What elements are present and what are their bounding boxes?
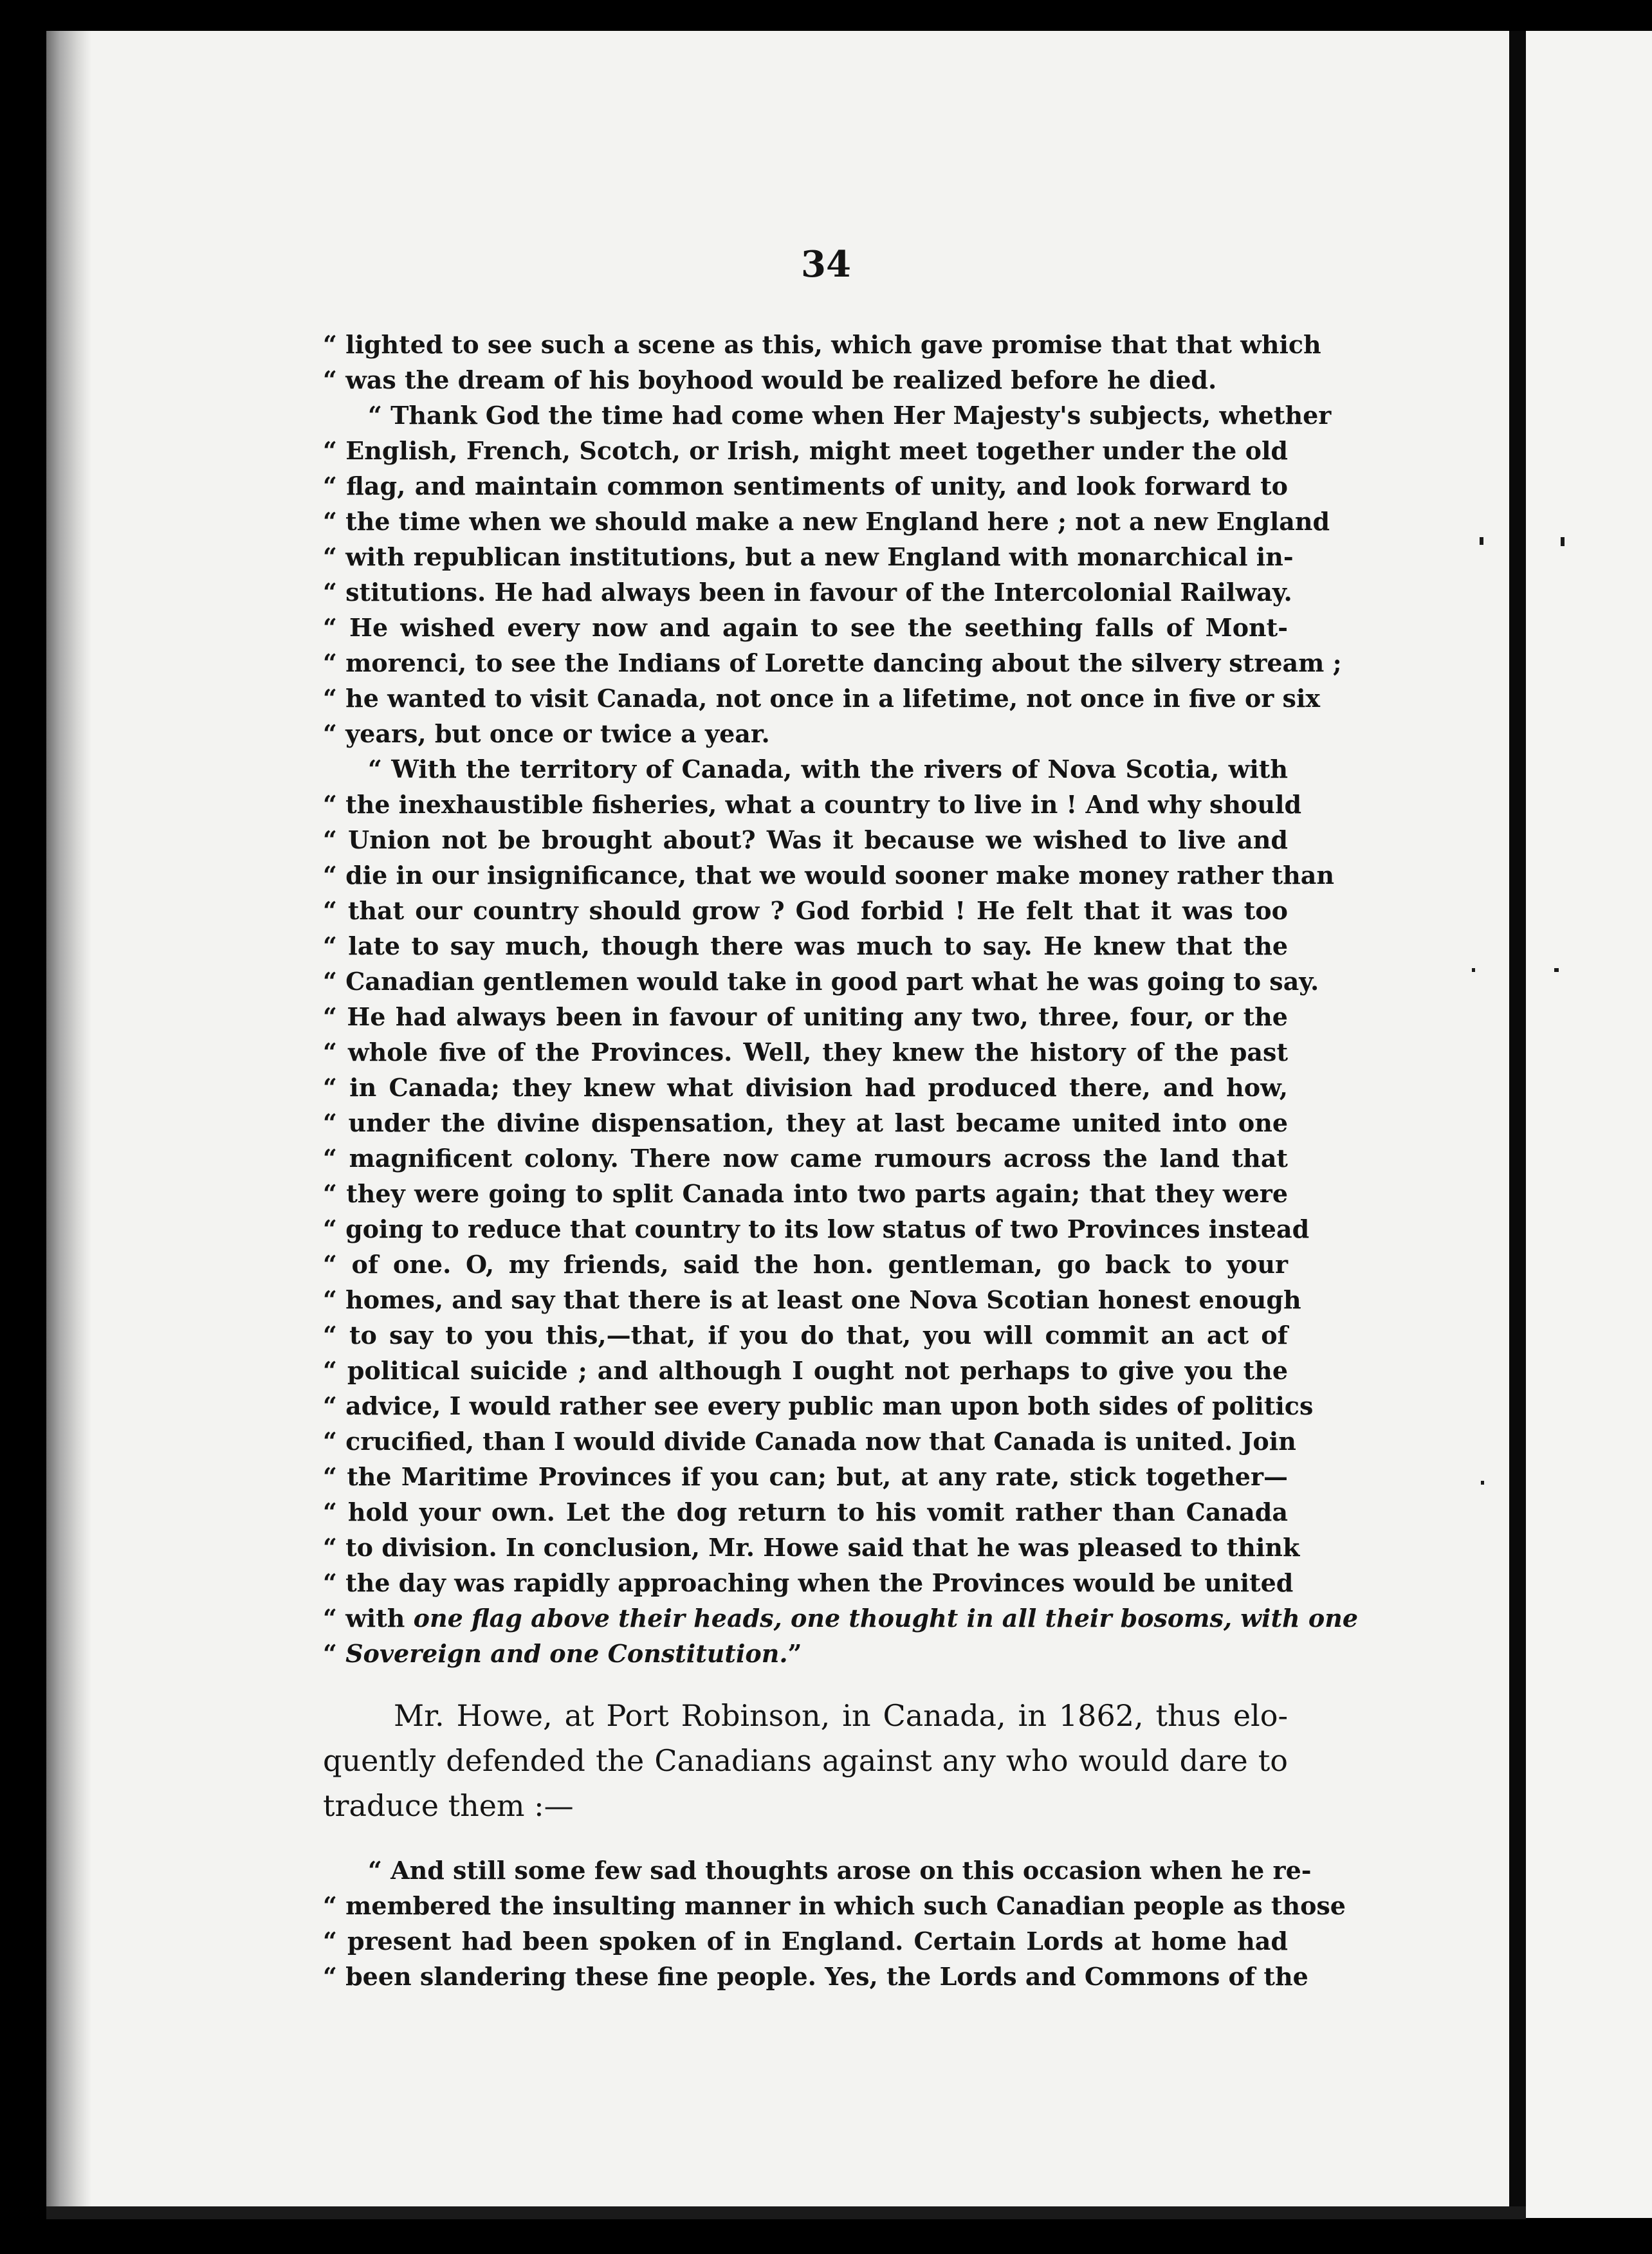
text-line: quently defended the Canadians against any who would dare to [323, 1743, 1288, 1778]
text-line: “ late to say much, though there was much to say. He knew that the [323, 931, 1288, 960]
text-line: “ membered the insulting manner in which such Canadian people as those [323, 1891, 1346, 1920]
text-line: “ with republican institutions, but a new England with monarchical in- [323, 542, 1294, 571]
text-line: “ whole five of the Provinces. Well, they knew the history of the past [323, 1038, 1288, 1067]
binding-shadow [46, 31, 91, 2218]
facing-page-edge [1526, 31, 1652, 2218]
text-line: “ Union not be brought about? Was it because we wished to live and [323, 825, 1288, 854]
text-line: “ He wished every now and again to see the seething falls of Mont- [323, 613, 1288, 642]
text-line: “ political suicide ; and although I ought not perhaps to give you the [323, 1356, 1288, 1385]
text-line: “ crucified, than I would divide Canada now that Canada is united. Join [323, 1427, 1296, 1456]
text-line: “ to say to you this,—that, if you do that, you will commit an act of [323, 1321, 1288, 1350]
page-number: 34 [801, 243, 851, 286]
quote-paragraph-2 [323, 398, 1342, 751]
quote-paragraph-3 [323, 751, 1358, 1671]
page-bottom-shadow [46, 2206, 1526, 2219]
text-line: “ English, French, Scotch, or Irish, might meet together under the old [323, 436, 1288, 465]
text-line: “ homes, and say that there is at least one Nova Scotian honest enough [323, 1285, 1301, 1314]
quote-paragraph-1 [323, 327, 1321, 398]
text-line: “ hold your own. Let the dog return to his vomit rather than Canada [323, 1498, 1288, 1526]
scan-speck [1480, 537, 1483, 545]
scan-speck [1472, 968, 1475, 972]
text-line: “ present had been spoken of in England. Certain Lords at home had [323, 1927, 1288, 1956]
narrative-paragraph [323, 1693, 1288, 1828]
text-line: “ the time when we should make a new England here ; not a new England [323, 507, 1330, 536]
page-text [323, 327, 1358, 1994]
line-lead: “ [323, 1639, 346, 1668]
text-line: “ the Maritime Provinces if you can; but, at any rate, stick together— [323, 1462, 1288, 1491]
text-line [323, 1636, 1288, 1671]
text-line: traduce them :— [323, 1788, 574, 1823]
text-line: “ was the dream of his boyhood would be realized before he died. [323, 365, 1217, 394]
text-line: Mr. Howe, at Port Robinson, in Canada, in 1862, thus elo- [394, 1698, 1288, 1733]
text-line: “ With the territory of Canada, with the rivers of Nova Scotia, with [368, 755, 1288, 783]
line-lead: “ with [323, 1604, 414, 1633]
scan-speck [1561, 537, 1565, 546]
italic-text: Sovereign and one Constitution. [345, 1639, 788, 1668]
scan-speck [1481, 1481, 1484, 1485]
text-line [323, 1600, 1358, 1636]
text-line: “ advice, I would rather see every public man upon both sides of politics [323, 1391, 1314, 1420]
text-line: “ under the divine dispensation, they at last became united into one [323, 1108, 1288, 1137]
closing-quote: ” [787, 1639, 802, 1668]
text-line: “ flag, and maintain common sentiments of unity, and look forward to [323, 472, 1288, 500]
text-line: “ Thank God the time had come when Her Majesty's subjects, whether [368, 401, 1332, 430]
text-line: “ the inexhaustible fisheries, what a country to live in ! And why should [323, 790, 1302, 819]
scan-speck [1554, 968, 1559, 972]
text-line: “ die in our insignificance, that we would sooner make money rather than [323, 861, 1335, 890]
quote-paragraph-4 [323, 1853, 1346, 1994]
text-line: “ morenci, to see the Indians of Lorette dancing about the silvery stream ; [323, 648, 1342, 677]
text-line: “ years, but once or twice a year. [323, 719, 770, 748]
text-line: “ stitutions. He had always been in favour of the Intercolonial Railway. [323, 578, 1292, 607]
text-line: “ the day was rapidly approaching when the Provinces would be united [323, 1568, 1294, 1597]
text-line: “ been slandering these fine people. Yes, the Lords and Commons of the [323, 1962, 1308, 1991]
text-line: “ magnificent colony. There now came rumours across the land that [323, 1144, 1288, 1173]
text-line: “ Canadian gentlemen would take in good part what he was going to say. [323, 967, 1319, 996]
text-line: “ of one. O, my friends, said the hon. gentleman, go back to your [323, 1250, 1288, 1279]
text-line: “ they were going to split Canada into two parts again; that they were [323, 1179, 1288, 1208]
text-line: “ to division. In conclusion, Mr. Howe said that he was pleased to think [323, 1533, 1300, 1562]
text-line: “ going to reduce that country to its low status of two Provinces instead [323, 1214, 1310, 1243]
text-line: “ that our country should grow ? God forbid ! He felt that it was too [323, 896, 1288, 925]
text-line: “ And still some few sad thoughts arose on this occasion when he re- [368, 1856, 1312, 1885]
text-line: “ lighted to see such a scene as this, which gave promise that that which [323, 330, 1321, 359]
italic-text: one flag above their heads, one thought in all their bosoms, with one [413, 1604, 1358, 1633]
text-line: “ in Canada; they knew what division had produced there, and how, [323, 1073, 1288, 1102]
text-line: “ he wanted to visit Canada, not once in a lifetime, not once in five or six [323, 684, 1321, 713]
text-line: “ He had always been in favour of uniting any two, three, four, or the [323, 1002, 1288, 1031]
